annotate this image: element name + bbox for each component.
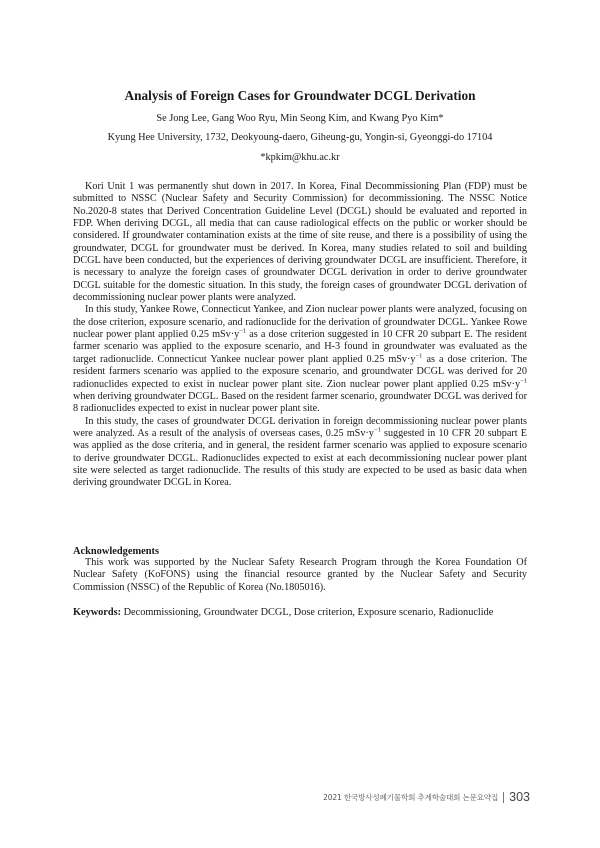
paragraph-2-part-d: when deriving groundwater DCGL. Based on the resident farmer scenario, groundwater DCGL was derived for 8 radionuclides expected to exist in nuclear power plant site. <box>73 390 527 415</box>
corresponding-email: *kpkim@khu.ac.kr <box>260 152 340 163</box>
keywords-text: Decommissioning, Groundwater DCGL, Dose criterion, Exposure scenario, Radionuclide <box>121 607 494 618</box>
paragraph-3-part-a: In this study, the cases of groundwater DCGL derivation in foreign decommissioning nuclear power plants were analyzed. As a result of the analysis of overseas cases, 0.25 mSv·y <box>73 415 527 439</box>
paragraph-3-part-b: suggested in 10 CFR 20 subpart E was applied as the dose criteria, and in general, the resident farmer scenario was applied to exposure scenario to derive groundwater DCGL. Radionuclides expected to exist at each decommissioning nuclear power plant site were selected as target radionuclide. The results of this study are expected to be used as basic data when deriving groundwater DCGL in Korea. <box>73 427 527 489</box>
superscript-minus-one: −1 <box>239 327 247 335</box>
acknowledgements-section <box>73 557 527 594</box>
paragraph-2-part-a: In this study, Yankee Rowe, Connecticut Yankee, and Zion nuclear power plants were analyzed, focusing on the dose criterion, exposure scenario, and radionuclide for the derivation of groundwater DCGL. Yankee Rowe nuclear power plant applied 0.25 mSv·y <box>73 304 527 341</box>
superscript-minus-one: −1 <box>415 352 423 360</box>
paragraph-3 <box>73 416 527 490</box>
keywords-line <box>73 606 527 619</box>
acknowledgements-text: This work was supported by the Nuclear Safety Research Program through the Korea Foundation Of Nuclear Safety (KoFONS) using the financial resource granted by the Nuclear Safety and Security Commission (NSSC) of the Republic of Korea (No.1805016). <box>73 557 527 593</box>
paragraph-1: Kori Unit 1 was permanently shut down in 2017. In Korea, Final Decommissioning Plan (FDP) must be submitted to NSSC (Nuclear Safety and Security Commission) for decommissioning. The NSSC Notice No.2020-8 states that Derived Concentration Guideline Level (DCGL) should be evaluated and reported in FDP. When deriving DCGL, all media that can cause radiological effects on the public or worker should be considered. If groundwater contamination exists at the time of site reuse, and there is a possibility of using the groundwater, DCGL for groundwater must be derived. In Korea, many studies related to soil and building DCGL have been conducted, but the experiences of deriving groundwater DCGL are insufficient. Therefore, it is necessary to analyze the foreign cases of groundwater DCGL derivation in order to derive groundwater DCGL suitable for the domestic situation. In this study, the foreign cases of groundwater DCGL derivation of decommissioning nuclear power plants were analyzed. <box>73 181 527 304</box>
author-list: Se Jong Lee, Gang Woo Ryu, Min Seong Kim, and Kwang Pyo Kim* <box>156 113 444 124</box>
paragraph-2-part-c: as a dose criterion. The resident farmers scenario was applied to the exposure scenario, and groundwater DCGL was derived for 20 radionuclides expected to exist in nuclear power plant site. Zion nuclear power plant applied 0.25 mSv·y <box>73 353 528 390</box>
page-number: 303 <box>509 790 530 804</box>
paper-title: Analysis of Foreign Cases for Groundwater DCGL Derivation <box>124 88 476 103</box>
conference-name: 2021 한국방사성폐기물학회 추계학술대회 논문요약집 <box>323 792 499 802</box>
keywords-label: Keywords: <box>73 607 122 618</box>
paragraph-2-part-b: as a dose criterion suggested in 10 CFR 20 subpart E. The resident farmer scenario was applied to the exposure scenario, and H-3 found in groundwater was evaluated as the target radionuclide. Connecticut Yankee nuclear power plant applied 0.25 mSv·y <box>73 329 527 365</box>
abstract-body <box>73 181 527 490</box>
page-footer <box>320 789 530 805</box>
superscript-minus-one: −1 <box>520 377 527 385</box>
footer-divider <box>503 792 504 803</box>
paragraph-2 <box>73 304 527 415</box>
acknowledgements-heading: Acknowledgements <box>73 546 160 557</box>
superscript-minus-one: −1 <box>373 426 381 434</box>
affiliation: Kyung Hee University, 1732, Deokyoung-daero, Giheung-gu, Yongin-si, Gyeonggi-do 17104 <box>107 132 493 143</box>
